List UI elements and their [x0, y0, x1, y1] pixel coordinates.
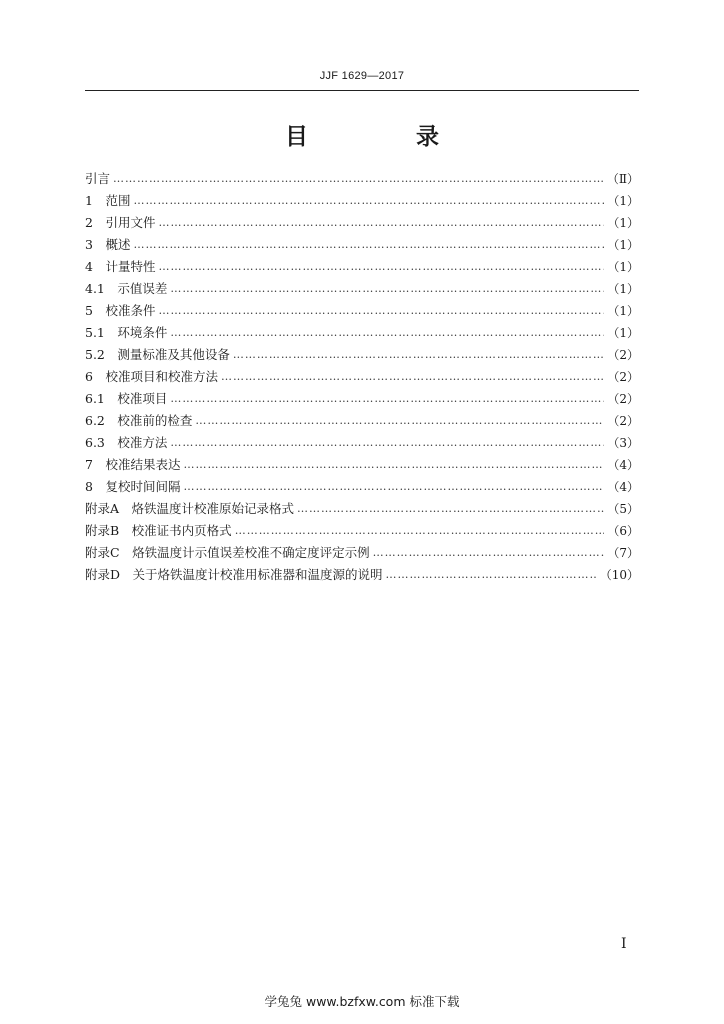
toc-dot-leader — [235, 520, 605, 542]
toc-entry-label: 7 校准结果表达 — [85, 457, 181, 472]
toc-entry[interactable] — [85, 388, 639, 410]
toc-entry[interactable] — [85, 432, 639, 454]
toc-entry[interactable] — [85, 564, 639, 586]
toc-entry[interactable] — [85, 168, 639, 190]
toc-entry-page: （Ⅱ） — [606, 172, 639, 186]
toc-entry-page: （1） — [607, 238, 639, 252]
toc-entry-page: （1） — [607, 282, 639, 296]
toc-entry-page: （1） — [607, 326, 639, 340]
toc-entry-label: 引言 — [85, 171, 111, 186]
toc-dot-leader — [170, 388, 604, 410]
toc-entry-page: （2） — [607, 414, 639, 428]
toc-entry-label: 附录A 烙铁温度计校准原始记录格式 — [85, 501, 295, 516]
toc-entry-page: （4） — [607, 480, 639, 494]
toc-entry-page: （7） — [607, 546, 639, 560]
toc-dot-leader — [170, 278, 604, 300]
page-title: 目 录 — [284, 124, 489, 150]
toc-entry-label: 2 引用文件 — [85, 215, 156, 230]
table-of-contents — [85, 168, 639, 586]
toc-entry-page: （10） — [599, 568, 639, 582]
toc-entry-label: 附录D 关于烙铁温度计校准用标准器和温度源的说明 — [85, 567, 383, 582]
toc-entry-label: 6.1 校准项目 — [85, 391, 168, 406]
toc-dot-leader — [183, 476, 604, 498]
toc-dot-leader — [221, 366, 604, 388]
toc-entry-label: 附录B 校准证书内页格式 — [85, 523, 232, 538]
toc-dot-leader — [386, 564, 597, 586]
toc-entry[interactable] — [85, 366, 639, 388]
toc-entry[interactable] — [85, 520, 639, 542]
toc-dot-leader — [373, 542, 605, 564]
toc-entry-label: 6.2 校准前的检查 — [85, 413, 193, 428]
toc-entry-page: （1） — [607, 260, 639, 274]
toc-entry[interactable] — [85, 410, 639, 432]
toc-entry[interactable] — [85, 542, 639, 564]
toc-entry[interactable] — [85, 234, 639, 256]
toc-dot-leader — [158, 256, 604, 278]
toc-entry-page: （1） — [607, 216, 639, 230]
toc-dot-leader — [170, 432, 604, 454]
toc-dot-leader — [233, 344, 604, 366]
toc-dot-leader — [158, 300, 604, 322]
toc-dot-leader — [170, 322, 604, 344]
header-rule — [85, 90, 639, 91]
toc-entry[interactable] — [85, 256, 639, 278]
toc-entry[interactable] — [85, 190, 639, 212]
toc-entry-page: （2） — [607, 348, 639, 362]
toc-entry-label: 5.1 环境条件 — [85, 325, 168, 340]
toc-entry[interactable] — [85, 344, 639, 366]
toc-entry[interactable] — [85, 278, 639, 300]
toc-entry-page: （6） — [607, 524, 639, 538]
toc-entry-label: 3 概述 — [85, 237, 131, 252]
toc-entry-page: （1） — [607, 304, 639, 318]
toc-entry-page: （2） — [607, 392, 639, 406]
toc-entry-label: 8 复校时间间隔 — [85, 479, 181, 494]
toc-dot-leader — [183, 454, 604, 476]
toc-dot-leader — [158, 212, 604, 234]
footer-watermark: 学兔兔 www.bzfxw.com 标准下载 — [264, 994, 460, 1009]
toc-dot-leader — [113, 168, 604, 190]
toc-entry-page: （2） — [607, 370, 639, 384]
toc-entry[interactable] — [85, 212, 639, 234]
toc-entry-label: 5.2 测量标准及其他设备 — [85, 347, 230, 362]
toc-dot-leader — [297, 498, 604, 520]
toc-entry[interactable] — [85, 300, 639, 322]
document-code: JJF 1629—2017 — [319, 70, 405, 82]
toc-entry-label: 5 校准条件 — [85, 303, 156, 318]
toc-entry[interactable] — [85, 476, 639, 498]
toc-entry-label: 4.1 示值误差 — [85, 281, 168, 296]
toc-entry-page: （1） — [607, 194, 639, 208]
toc-entry-page: （3） — [607, 436, 639, 450]
page-number: I — [621, 936, 627, 952]
toc-entry[interactable] — [85, 454, 639, 476]
toc-entry-label: 6.3 校准方法 — [85, 435, 168, 450]
toc-entry[interactable] — [85, 498, 639, 520]
toc-entry-label: 4 计量特性 — [85, 259, 156, 274]
toc-dot-leader — [133, 234, 604, 256]
toc-entry[interactable] — [85, 322, 639, 344]
toc-dot-leader — [133, 190, 604, 212]
toc-entry-label: 附录C 烙铁温度计示值误差校准不确定度评定示例 — [85, 545, 370, 560]
toc-entry-label: 1 范围 — [85, 193, 131, 208]
toc-dot-leader — [195, 410, 604, 432]
toc-entry-page: （5） — [607, 502, 639, 516]
toc-entry-page: （4） — [607, 458, 639, 472]
toc-entry-label: 6 校准项目和校准方法 — [85, 369, 218, 384]
